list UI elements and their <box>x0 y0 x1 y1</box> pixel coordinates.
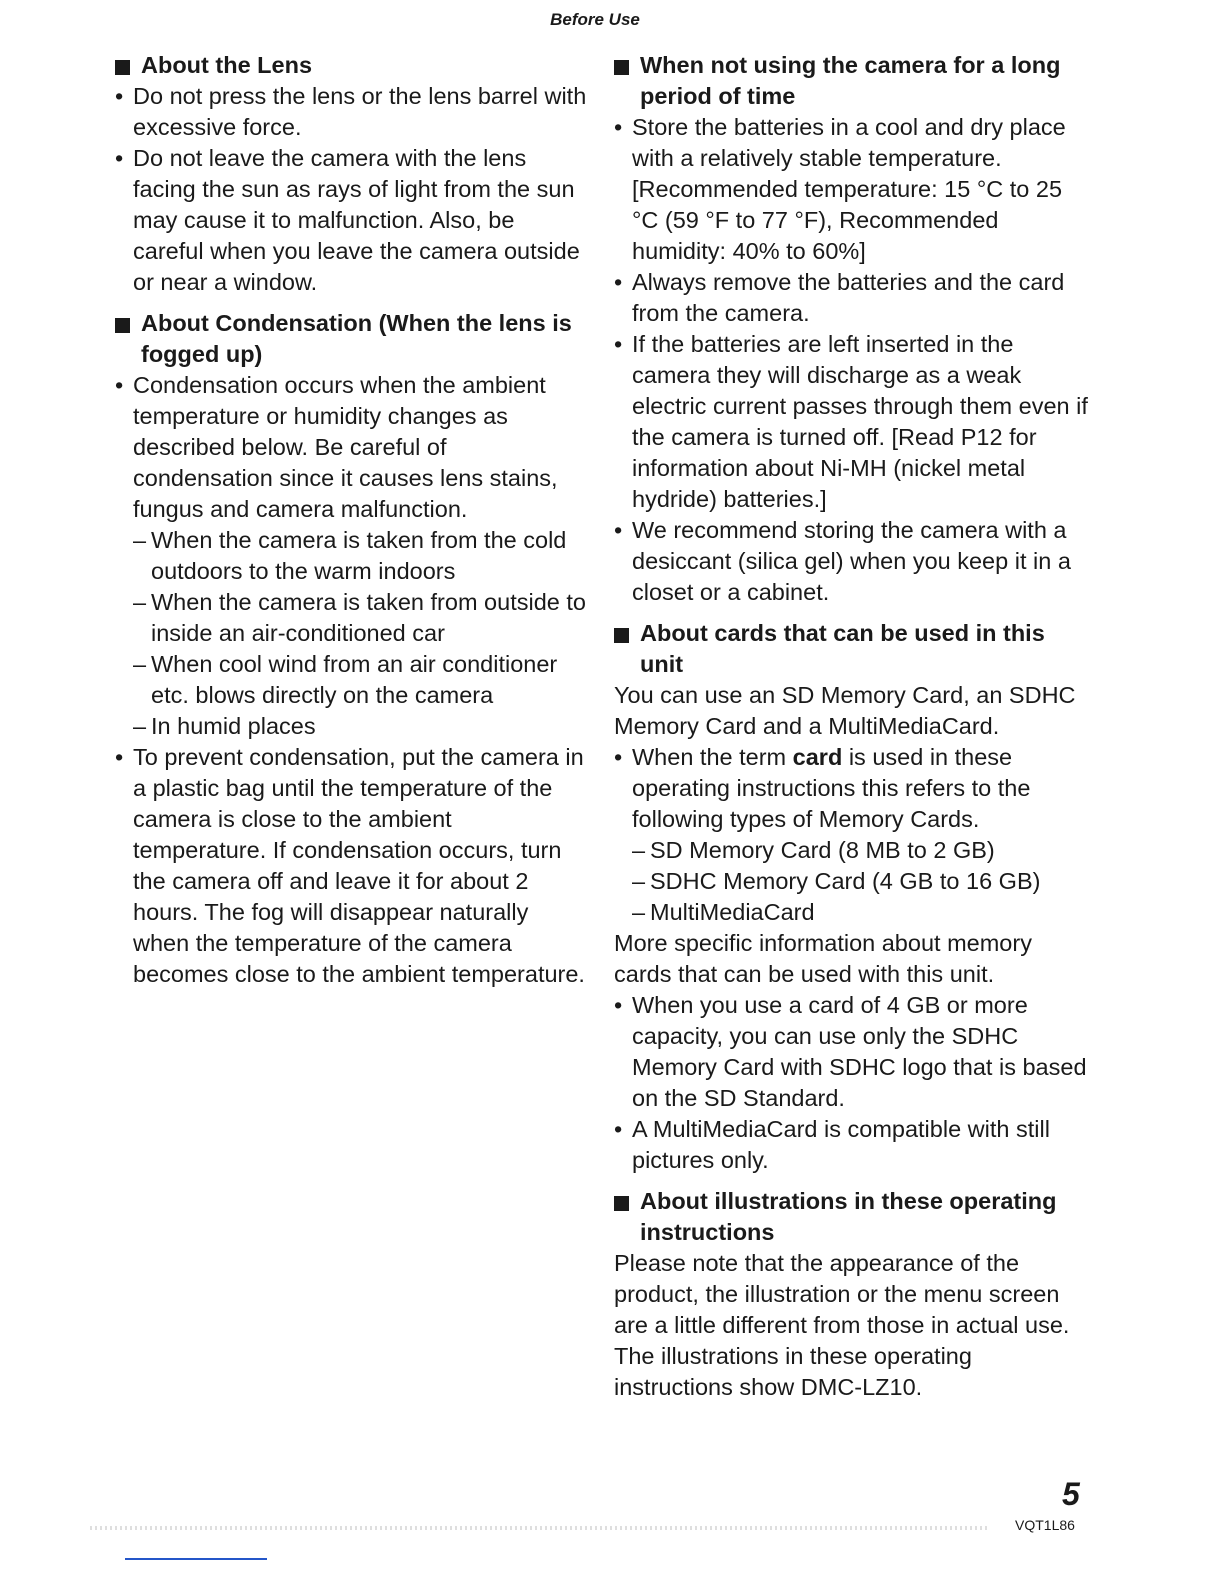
list-item: • Store the batteries in a cool and dry place with a relatively stable temperature. [Recommended temperature: 15 °C to 25 °C (59 °F to 77 °F), Recommended humidity: 40% to 60%] <box>614 114 1066 264</box>
square-bullet-icon <box>614 60 629 75</box>
square-bullet-icon <box>115 318 130 333</box>
list-item: • We recommend storing the camera with a desiccant (silica gel) when you keep it in a closet or a cabinet. <box>614 517 1071 605</box>
square-bullet-icon <box>115 60 130 75</box>
document-code: VQT1L86 <box>1015 1517 1075 1533</box>
list-item: • When the term card is used in these operating instructions this refers to the following types of Memory Cards. <box>614 744 1031 832</box>
section-heading-storage: When not using the camera for a long period of time <box>614 50 1089 112</box>
section-heading-illustrations: About illustrations in these operating instructions <box>614 1186 1089 1248</box>
dash-item: – In humid places <box>133 713 316 739</box>
list-item: • Do not leave the camera with the lens facing the sun as rays of light from the sun may cause it to malfunction. Also, be careful when you leave the camera outside or near a window. <box>115 145 580 295</box>
square-bullet-icon <box>614 628 629 643</box>
list-item: • When you use a card of 4 GB or more capacity, you can use only the SDHC Memory Card with SDHC logo that is based on the SD Standard. <box>614 992 1087 1111</box>
left-column <box>115 44 590 990</box>
dash-item: – SD Memory Card (8 MB to 2 GB) <box>632 837 995 863</box>
section-heading-condensation: About Condensation (When the lens is fogged up) <box>115 308 590 370</box>
square-bullet-icon <box>614 1196 629 1211</box>
list-item: • Always remove the batteries and the card from the camera. <box>614 269 1065 326</box>
page-number: 5 <box>1062 1476 1080 1512</box>
list-item: • Do not press the lens or the lens barrel with excessive force. <box>115 83 587 140</box>
section-heading-lens: About the Lens <box>115 50 590 81</box>
list-item: • Condensation occurs when the ambient temperature or humidity changes as described below. Be careful of condensation since it causes lens stains, fungus and camera malfunction. <box>115 372 558 522</box>
page-header: Before Use <box>550 10 640 29</box>
section-heading-cards: About cards that can be used in this unit <box>614 618 1089 680</box>
paragraph: The illustrations in these operating instructions show DMC-LZ10. <box>614 1343 972 1400</box>
scan-noise-line <box>90 1526 990 1530</box>
dash-item: – When the camera is taken from outside to inside an air-conditioned car <box>133 589 586 646</box>
dash-item: – SDHC Memory Card (4 GB to 16 GB) <box>632 868 1041 894</box>
list-item: • To prevent condensation, put the camera in a plastic bag until the temperature of the camera is close to the ambient temperature. If condensation occurs, turn the camera off and leave it for about 2 hours. The fog will disappear naturally when the temperature of the camera becomes close to the ambient temperature. <box>115 744 585 987</box>
dash-item: – When the camera is taken from the cold outdoors to the warm indoors <box>133 527 567 584</box>
paragraph: You can use an SD Memory Card, an SDHC Memory Card and a MultiMediaCard. <box>614 682 1076 739</box>
dash-item: – MultiMediaCard <box>632 899 815 925</box>
dash-item: – When cool wind from an air conditioner etc. blows directly on the camera <box>133 651 558 708</box>
right-column <box>614 44 1089 1403</box>
paragraph: Please note that the appearance of the product, the illustration or the menu screen are a little different from those in actual use. <box>614 1250 1070 1338</box>
bottom-rule <box>125 1558 267 1560</box>
list-item: • If the batteries are left inserted in the camera they will discharge as a weak electric current passes through them even if the camera is turned off. [Read P12 for information about Ni-MH (nickel metal hydride) batteries.] <box>614 331 1088 512</box>
paragraph: More specific information about memory cards that can be used with this unit. <box>614 930 1032 987</box>
list-item: • A MultiMediaCard is compatible with still pictures only. <box>614 1116 1050 1173</box>
